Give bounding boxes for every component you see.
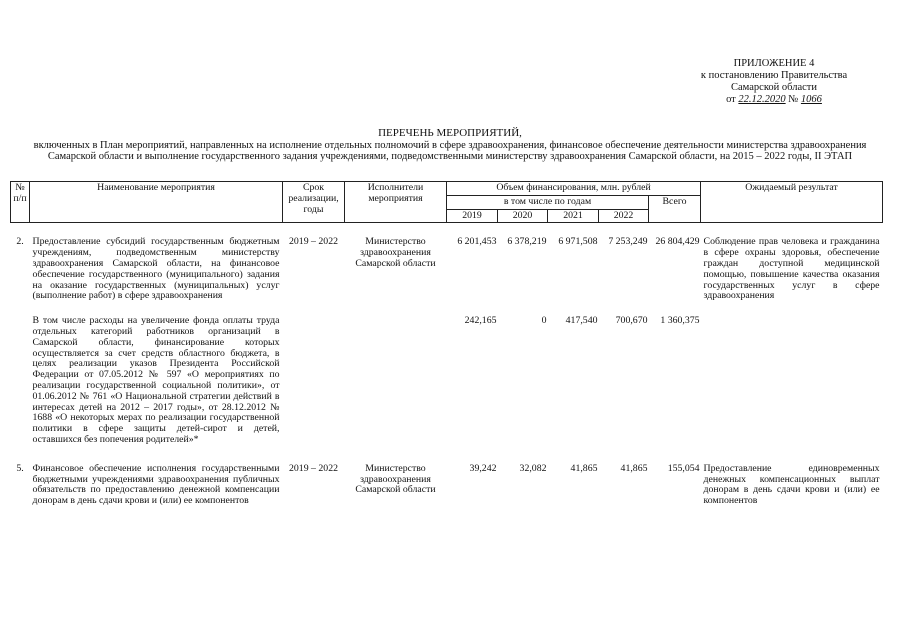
row-2022: 700,670 xyxy=(615,315,648,327)
decree-number: 1066 xyxy=(800,94,822,105)
row-2020: 0 xyxy=(541,315,547,327)
row-term xyxy=(283,316,345,446)
spacer-row xyxy=(11,302,883,316)
row-no xyxy=(11,316,30,446)
row-2020: 32,082 xyxy=(519,462,547,474)
date-prefix: от xyxy=(726,94,736,105)
appendix-title: ПРИЛОЖЕНИЕ 4 xyxy=(733,58,815,69)
header-result: Ожидаемый результат xyxy=(701,182,883,223)
row-result xyxy=(701,316,883,446)
row-exec xyxy=(345,316,447,446)
table-row xyxy=(11,237,883,302)
header-2022: 2022 xyxy=(599,209,649,223)
row-2021: 41,865 xyxy=(570,462,598,474)
row-2019: 39,242 xyxy=(469,462,497,474)
row-term: 2019 – 2022 xyxy=(289,462,338,474)
header-term: Срок реализации, годы xyxy=(283,182,345,223)
spacer-row xyxy=(11,223,883,238)
row-result: Предоставление единовременных денежных компенсационных выплат донорам в день сдачи крови и (или) ее компонентов xyxy=(703,462,880,507)
title-line-1: ПЕРЕЧЕНЬ МЕРОПРИЯТИЙ, xyxy=(378,127,522,139)
appendix-region: Самарской области xyxy=(731,82,817,93)
header-total: Всего xyxy=(649,195,701,223)
document-title xyxy=(20,128,880,163)
number-prefix: № xyxy=(788,94,799,105)
appendix-block xyxy=(689,58,859,106)
header-row-1 xyxy=(11,182,883,196)
header-no: № п/п xyxy=(11,182,30,223)
row-result: Соблюдение прав человека и гражданина в сфере охраны здоровья, обеспечение граждан доступной медицинской помощью, повышение качества оказания государственных услуг в сфере здравоохранения xyxy=(703,236,880,302)
row-total: 26 804,429 xyxy=(655,236,700,248)
row-name: Финансовое обеспечение исполнения государственными бюджетными учреждениями здравоохранения публичных обязательств по предоставлению денежной компенсации донорам в день сдачи крови и (или) ее компонентов xyxy=(32,462,280,507)
header-2021: 2021 xyxy=(548,209,599,223)
row-2022: 7 253,249 xyxy=(608,236,648,248)
title-line-2: включенных в План мероприятий, направленных на исполнение отдельных полномочий в сфере здравоохранения, финансовое обеспечение деятельности министерства здравоохранения xyxy=(33,139,867,151)
header-2019: 2019 xyxy=(447,209,498,223)
row-2019: 6 201,453 xyxy=(457,236,497,248)
row-2022: 41,865 xyxy=(620,462,648,474)
row-name: В том числе расходы на увеличение фонда оплаты труда отдельных категорий работников организаций в Самарской области, финансирование которых осуществляется за счет средств областного бюджета, в целях реализации указов Президента Российской Федерации от 07.05.2012 № 597 «О мероприятиях по реализации государственной социальной политики», от 01.06.2012 № 761 «О Национальной стратегии действий в интересах детей на 2012 – 2017 годы», от 28.12.2012 № 1688 «О некоторых мерах по реализации государственной политики в сфере защиты детей-сирот и детей, оставшихся без попечения родителей»* xyxy=(32,315,280,445)
table-row xyxy=(11,316,883,446)
title-line-3: Самарской области и выполнение государственного задания учреждениями, подведомственными министерству здравоохранения Самарской области, на 2015 – 2022 годы, II ЭТАП xyxy=(47,151,853,162)
header-name: Наименование мероприятия xyxy=(30,182,283,223)
row-name: Предоставление субсидий государственным бюджетным учреждениям, подведомственным министерству здравоохранения Самарской области, на финансовое обеспечение государственного (муниципального) задания на оказание государственных (муниципальных) услуг (выполнение работ) в сфере здравоохранения xyxy=(32,236,280,302)
appendix-ref: к постановлению Правительства xyxy=(700,70,848,81)
row-exec: Министерство здравоохранения Самарской области xyxy=(355,236,436,269)
header-exec: Исполнители мероприятия xyxy=(345,182,447,223)
row-no: 2. xyxy=(16,236,24,248)
header-2020: 2020 xyxy=(498,209,548,223)
row-2019: 242,165 xyxy=(464,315,497,327)
row-term: 2019 – 2022 xyxy=(289,236,338,248)
row-no: 5. xyxy=(16,462,24,474)
row-2021: 417,540 xyxy=(565,315,598,327)
row-2021: 6 971,508 xyxy=(558,236,598,248)
spacer-row xyxy=(11,446,883,464)
row-total: 1 360,375 xyxy=(660,315,700,327)
header-finance: Объем финансирования, млн. рублей xyxy=(447,182,701,196)
table-row xyxy=(11,464,883,507)
row-2020: 6 378,219 xyxy=(507,236,547,248)
row-exec: Министерство здравоохранения Самарской области xyxy=(355,462,436,496)
row-total: 155,054 xyxy=(667,462,700,474)
measures-table xyxy=(10,181,883,507)
decree-date: 22.12.2020 xyxy=(738,94,786,105)
header-by-years: в том числе по годам xyxy=(447,195,649,209)
appendix-date-line xyxy=(689,94,859,106)
